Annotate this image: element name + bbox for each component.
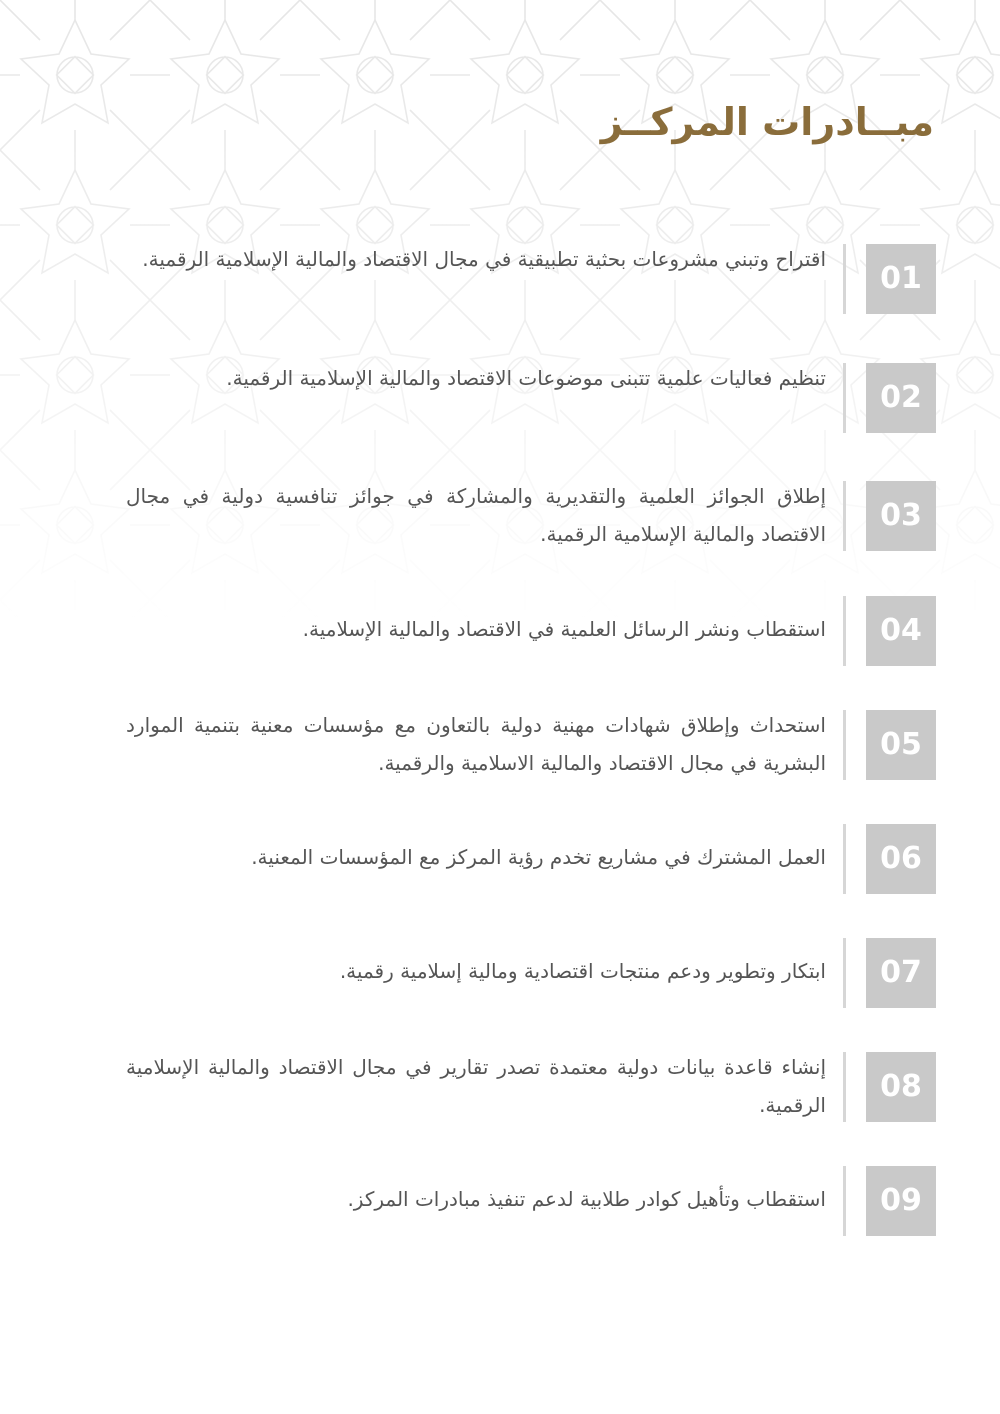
initiative-text: ابتكار وتطوير ودعم منتجات اقتصادية ومالية إسلامية رقمية.: [339, 959, 826, 983]
vertical-divider: [843, 244, 846, 314]
initiative-text: استقطاب ونشر الرسائل العلمية في الاقتصاد والمالية الإسلامية.: [302, 617, 826, 641]
page-title: مبــادرات المركــز: [600, 100, 934, 144]
vertical-divider: [843, 363, 846, 433]
initiative-item: [0, 706, 1000, 782]
vertical-divider: [843, 938, 846, 1008]
initiative-text: إنشاء قاعدة بيانات دولية معتمدة تصدر تقارير في مجال الاقتصاد والمالية الإسلامية الرقمية.: [126, 1055, 826, 1117]
initiative-number: 02: [866, 363, 936, 433]
initiative-item: [0, 240, 1000, 316]
vertical-divider: [843, 1052, 846, 1122]
initiative-number: 07: [866, 938, 936, 1008]
vertical-divider: [843, 710, 846, 780]
initiative-item: [0, 592, 1000, 668]
initiative-text: إطلاق الجوائز العلمية والتقديرية والمشاركة في جوائز تنافسية دولية في مجال الاقتصاد والمالية الإسلامية الرقمية.: [126, 484, 826, 546]
initiative-text: استقطاب وتأهيل كوادر طلابية لدعم تنفيذ مبادرات المركز.: [347, 1187, 826, 1211]
initiative-item: [0, 477, 1000, 553]
initiative-item: [0, 820, 1000, 896]
initiative-number: 08: [866, 1052, 936, 1122]
vertical-divider: [843, 824, 846, 894]
initiative-number: 06: [866, 824, 936, 894]
initiative-number: 04: [866, 596, 936, 666]
vertical-divider: [843, 596, 846, 666]
initiative-item: [0, 359, 1000, 435]
vertical-divider: [843, 1166, 846, 1236]
initiative-text: تنظيم فعاليات علمية تتبنى موضوعات الاقتصاد والمالية الإسلامية الرقمية.: [226, 366, 826, 390]
initiative-number: 09: [866, 1166, 936, 1236]
initiative-item: [0, 1048, 1000, 1124]
initiative-text: اقتراح وتبني مشروعات بحثية تطبيقية في مجال الاقتصاد والمالية الإسلامية الرقمية.: [142, 247, 826, 271]
initiative-number: 01: [866, 244, 936, 314]
initiative-number: 03: [866, 481, 936, 551]
initiative-number: 05: [866, 710, 936, 780]
initiative-text: استحداث وإطلاق شهادات مهنية دولية بالتعاون مع مؤسسات معنية بتنمية الموارد البشرية في مجال الاقتصاد والمالية الاسلامية والرقمية.: [126, 713, 826, 775]
initiative-text: العمل المشترك في مشاريع تخدم رؤية المركز مع المؤسسات المعنية.: [251, 845, 826, 869]
initiative-item: [0, 934, 1000, 1010]
initiative-item: [0, 1162, 1000, 1238]
vertical-divider: [843, 481, 846, 551]
